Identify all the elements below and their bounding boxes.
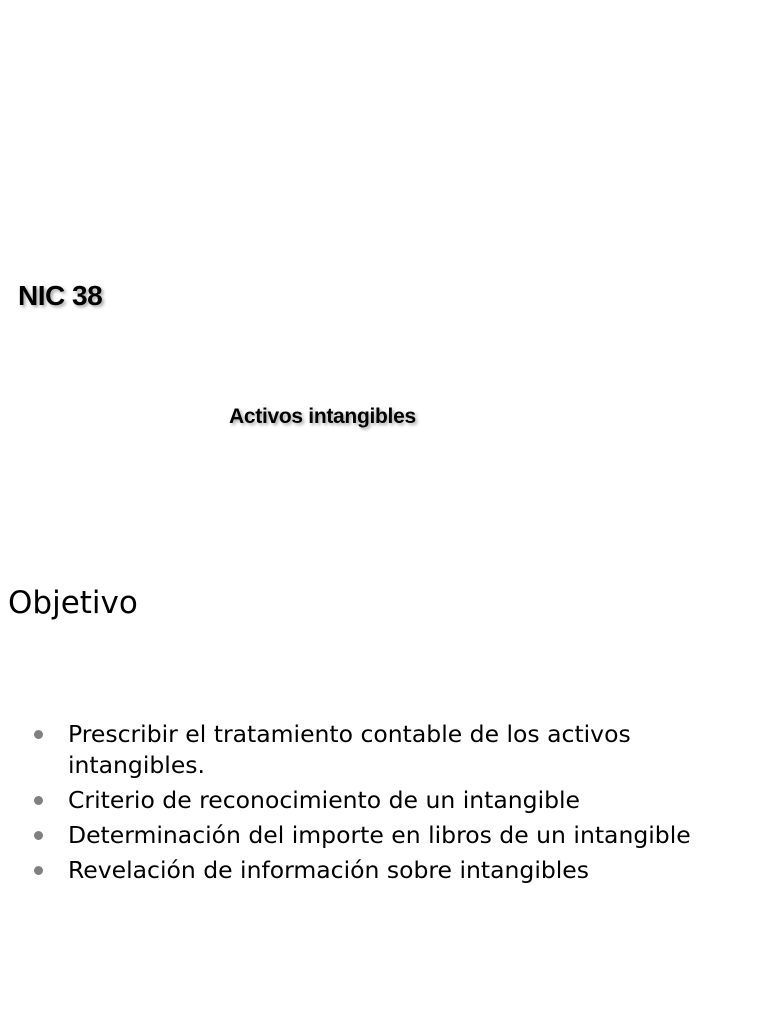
list-item — [34, 719, 734, 781]
list-item — [34, 855, 734, 886]
list-item-text: Criterio de reconocimiento de un intangible — [68, 786, 580, 814]
list-item — [34, 785, 734, 816]
bullet-dot-icon — [34, 866, 43, 875]
list-item — [34, 820, 734, 851]
list-item-text: Determinación del importe en libros de un intangible — [68, 821, 691, 849]
slide-title: NIC 38 — [18, 280, 103, 311]
list-item-text: Prescribir el tratamiento contable de los activos intangibles. — [68, 720, 631, 779]
bullet-dot-icon — [34, 796, 43, 805]
list-item-text: Revelación de información sobre intangibles — [68, 856, 590, 884]
section-heading: Objetivo — [8, 585, 138, 621]
bullet-dot-icon — [34, 730, 43, 739]
bullet-list — [34, 719, 734, 890]
bullet-dot-icon — [34, 831, 43, 840]
slide-subtitle: Activos intangibles — [229, 405, 416, 428]
